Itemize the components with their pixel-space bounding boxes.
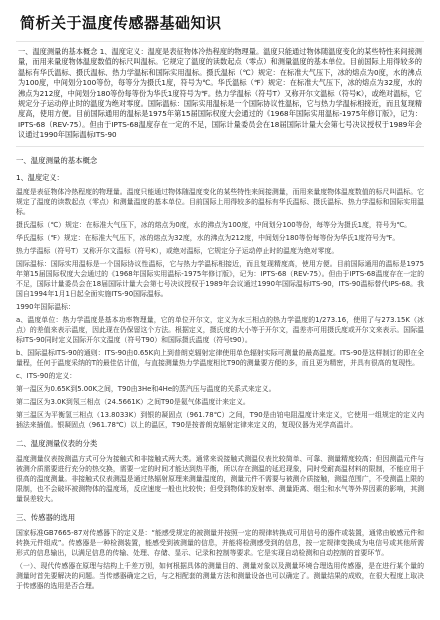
paragraph: a、温度单位：热力学温度是基本功率物理量，它的单位开尔文，定义为水三相点的热力学温度的1/273.16，使用了与273.15K（冰点）的差值来表示温度，因此现在仍保留这个方法。根据定义，摄氏度的大小等于开尔文，温差亦可用摄氏度或开尔文来表示。国际温标ITS-90同时定义国际开尔文温度（符号T90）和国际摄氏温度（符号t90）。 xyxy=(16,315,424,344)
paragraph: 温度测量仪表按测温方式可分为接触式和非接触式两大类。通常来说接触式测温仪表比较简单、可靠、测量精度较高；但因测温元件与被测介质需要进行充分的热交换，需要一定的时间才能达到热平衡，所以存在测温的延迟现象，同时受耐高温材料的限制，不能应用于很高的温度测量。非接触式仪表测温是通过热辐射原理来测量温度的，测量元件不需要与被测介质接触，测温范围广，不受测温上限的限制，也不会破坏被测物体的温度场，反应速度一般也比较快；但受到物体的发射率、测量距离、烟尘和水气等外界因素的影响，其测量误差较大。 xyxy=(16,454,424,503)
paragraph: 国际温标：国际实用温标是一个国际协议性温标，它与热力学温标相接近，而且复现精度高，使用方便。目前国际通用的温标是1975年第15届国际权度大会通过的《1968年国际实用温标-1975年修订版》，记为：IPTS-68（REV-75）。但由于IPTS-68温度存在一定的不足，国际计量委员会在18届国际计量大会第七号决议授权于1989年会议通过1990年国际温标ITS-90，ITS-90温标替代IPS-68。我国自1994年1月1日起全面实施ITS-90国际温标。 xyxy=(16,259,424,298)
paragraph: 第二温区为3.0K到氖三相点（24.5661K）之间T90是氦气体温度计来定义。 xyxy=(16,397,250,406)
document-title: 简析关于温度传感器基础知识 xyxy=(20,14,222,32)
paragraph: c、ITS-90的定义： xyxy=(16,371,77,380)
document-summary: 一、温度测量的基本概念 1、温度定义：温度是表征物体冷热程度的物理量。温度只能通过物体随温度变化的某些特性来间接测量，而用来量度物体温度数值的标尺叫温标。它规定了温度的读数起点（零点）和测量温度的基本单位。目前国际上用得较多的温标有华氏温标、摄氏温标、热力学温标和国际实用温标。摄氏温标（℃）规定：在标准大气压下，冰的熔点为0度，水的沸点为100度，中间划分100等份，每等分为摄氏1度，符号为℃。华氏温标（℉）规定：在标准大气压下，冰的熔点为32度，水的沸点为212度，中间划分180等份每等份为华氏1度符号为℉。热力学温标（符号T）又称开尔文温标（符号K），或绝对温标，它规定分子运动停止时的温度为绝对零度。国际温标：国际实用温标是一个国际协议性温标，它与热力学温标相接近，而且复现精度高，使用方便。目前国际通用的温标是1975年第15届国际权度大会通过的《1968年国际实用温标-1975年修订版》，记为：IPTS-68（REV-75）。但由于IPTS-68温度存在一定的不足，国际计量委员会在18届国际计量大会第七号决议授权于1989年会议通过1990年国际温标ITS-90 xyxy=(16,41,424,147)
section-heading-basic-concepts: 一、温度测量的基本概念 xyxy=(16,155,98,165)
paragraph: 热力学温标（符号T）又称开尔文温标（符号K），或绝对温标，它规定分子运动停止时的温度为绝对零度。 xyxy=(16,246,339,255)
section-heading-instrument-classification: 二、温度测量仪表的分类 xyxy=(16,438,98,448)
paragraph: 第一温区为0.65K到5.00K之间，T90由3He和4He的蒸汽压与温度的关系式来定义。 xyxy=(16,384,276,393)
paragraph: 1990年国际温标： xyxy=(16,302,75,311)
paragraph: 国家标准GB7665-87对传感器下的定义是：“能感受规定的被测量并按照一定的规律转换成可用信号的器件或装置，通常由敏感元件和转换元件组成”。传感器是一种检测装置，能感受到被测量的信息，并能将检测感受到的信息，按一定规律变换成为电信号或其他所需形式的信息输出，以满足信息的传输、处理、存储、显示、记录和控制等要求。它是实现自动检测和自动控制的首要环节。 xyxy=(16,528,424,557)
paragraph: b、国际温标ITS-90的通则：ITS-90由0.65K向上到普朗克辐射定律使用单色辐射实际可测量的最高温度。ITS-90是这样制订的即在全量程，任何于温度采纳的T的最佳估计值，与直接测量热力学温度相比T90的测量要方便的多，而且更为精密，并具有很高的复现性。 xyxy=(16,348,424,367)
paragraph: 摄氏温标（℃）规定：在标准大气压下，冰的熔点为0度，水的沸点为100度，中间划分100等份，每等分为摄氏1度，符号为℃。 xyxy=(16,220,412,229)
paragraph: （一）、现代传感器在原理与结构上千差万别，如何根据具体的测量目的、测量对象以及测量环境合理选用传感器，是在进行某个量的测量时首先要解决的问题。当传感器确定之后，与之相配套的测量方法和测量设备也可以确定了。测量结果的成败，在很大程度上取决于传感器的选用是否合理。 xyxy=(16,561,424,590)
subsection-heading-definition: 1、温度定义： xyxy=(16,172,64,182)
paragraph: 第三温区为平衡氢三相点（13.8033K）到银的凝固点（961.78℃）之间，T90是由铂电阻温度计来定义，它使用一组规定的定义内插法来插值。银凝固点（961.78℃）以上的温区，T90是按普朗克辐射定律来定义的，复现仪器为光学高温计。 xyxy=(16,410,424,429)
paragraph: 温度是表征物体冷热程度的物理量。温度只能通过物体随温度变化的某些特性来间接测量，而用来量度物体温度数值的标尺叫温标。它规定了温度的读数起点（零点）和测量温度的基本单位。目前国际上用得较多的温标有华氏温标、摄氏温标、热力学温标和国际实用温标。 xyxy=(16,187,424,216)
section-heading-sensor-selection: 三、传感器的选用 xyxy=(16,512,76,522)
paragraph: 华氏温标（℉）规定：在标准大气压下，冰的熔点为32度，水的沸点为212度，中间划分180等份每等份为华氏1度符号为℉。 xyxy=(16,233,400,242)
